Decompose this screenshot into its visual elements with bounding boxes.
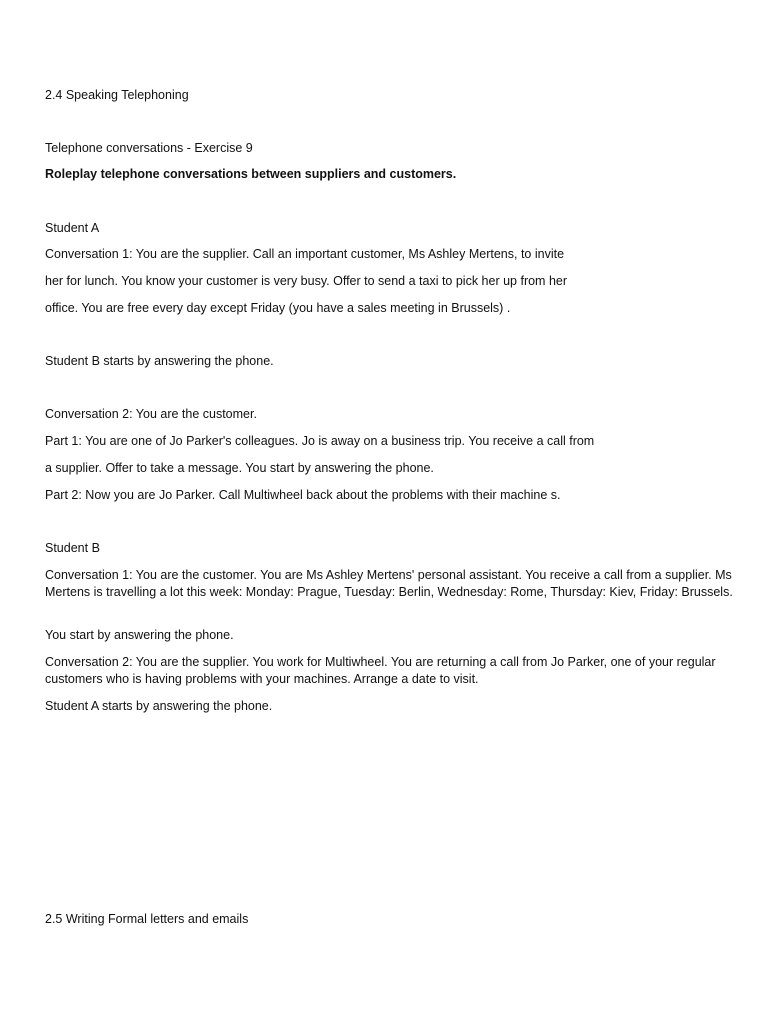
- student-a-starts-note: Student A starts by answering the phone.: [45, 699, 273, 713]
- student-b-start-answering: You start by answering the phone.: [45, 628, 234, 642]
- student-b-starts-note: Student B starts by answering the phone.: [45, 354, 274, 368]
- student-a-conversation-1-line-1: Conversation 1: You are the supplier. Call an important customer, Ms Ashley Mertens, to invite: [45, 247, 565, 261]
- section-heading-2-5: 2.5 Writing Formal letters and emails: [45, 912, 249, 926]
- exercise-instruction: Roleplay telephone conversations between suppliers and customers.: [45, 167, 457, 181]
- section-heading-2-4: 2.4 Speaking Telephoning: [45, 88, 189, 102]
- student-b-heading: Student B: [45, 541, 100, 555]
- student-a-part-1-line-1: Part 1: You are one of Jo Parker's colleagues. Jo is away on a business trip. You receive a call from: [45, 434, 595, 448]
- student-b-conversation-1: Conversation 1: You are the customer. You are Ms Ashley Mertens' personal assistant. You receive a call from a supplier. Ms Mertens is travelling a lot this week: Monday: Prague, Tuesday: Berlin, Wednesday: Rome, Thursday: Kiev, Friday: Brussels.: [45, 568, 733, 599]
- student-a-conversation-1-line-3: office. You are free every day except Friday (you have a sales meeting in Brussels) .: [45, 301, 511, 315]
- student-b-conversation-2: Conversation 2: You are the supplier. You work for Multiwheel. You are returning a call from Jo Parker, one of your regular customers who is having problems with your machines. Arrange a date to visit.: [45, 655, 716, 686]
- student-a-conversation-1-line-2: her for lunch. You know your customer is very busy. Offer to send a taxi to pick her up from her: [45, 274, 568, 288]
- exercise-title: Telephone conversations - Exercise 9: [45, 141, 253, 155]
- student-a-conversation-2-heading: Conversation 2: You are the customer.: [45, 407, 257, 421]
- student-a-part-1-line-2: a supplier. Offer to take a message. You start by answering the phone.: [45, 461, 434, 475]
- student-a-heading: Student A: [45, 221, 100, 235]
- student-a-part-2: Part 2: Now you are Jo Parker. Call Multiwheel back about the problems with their machine s.: [45, 488, 561, 502]
